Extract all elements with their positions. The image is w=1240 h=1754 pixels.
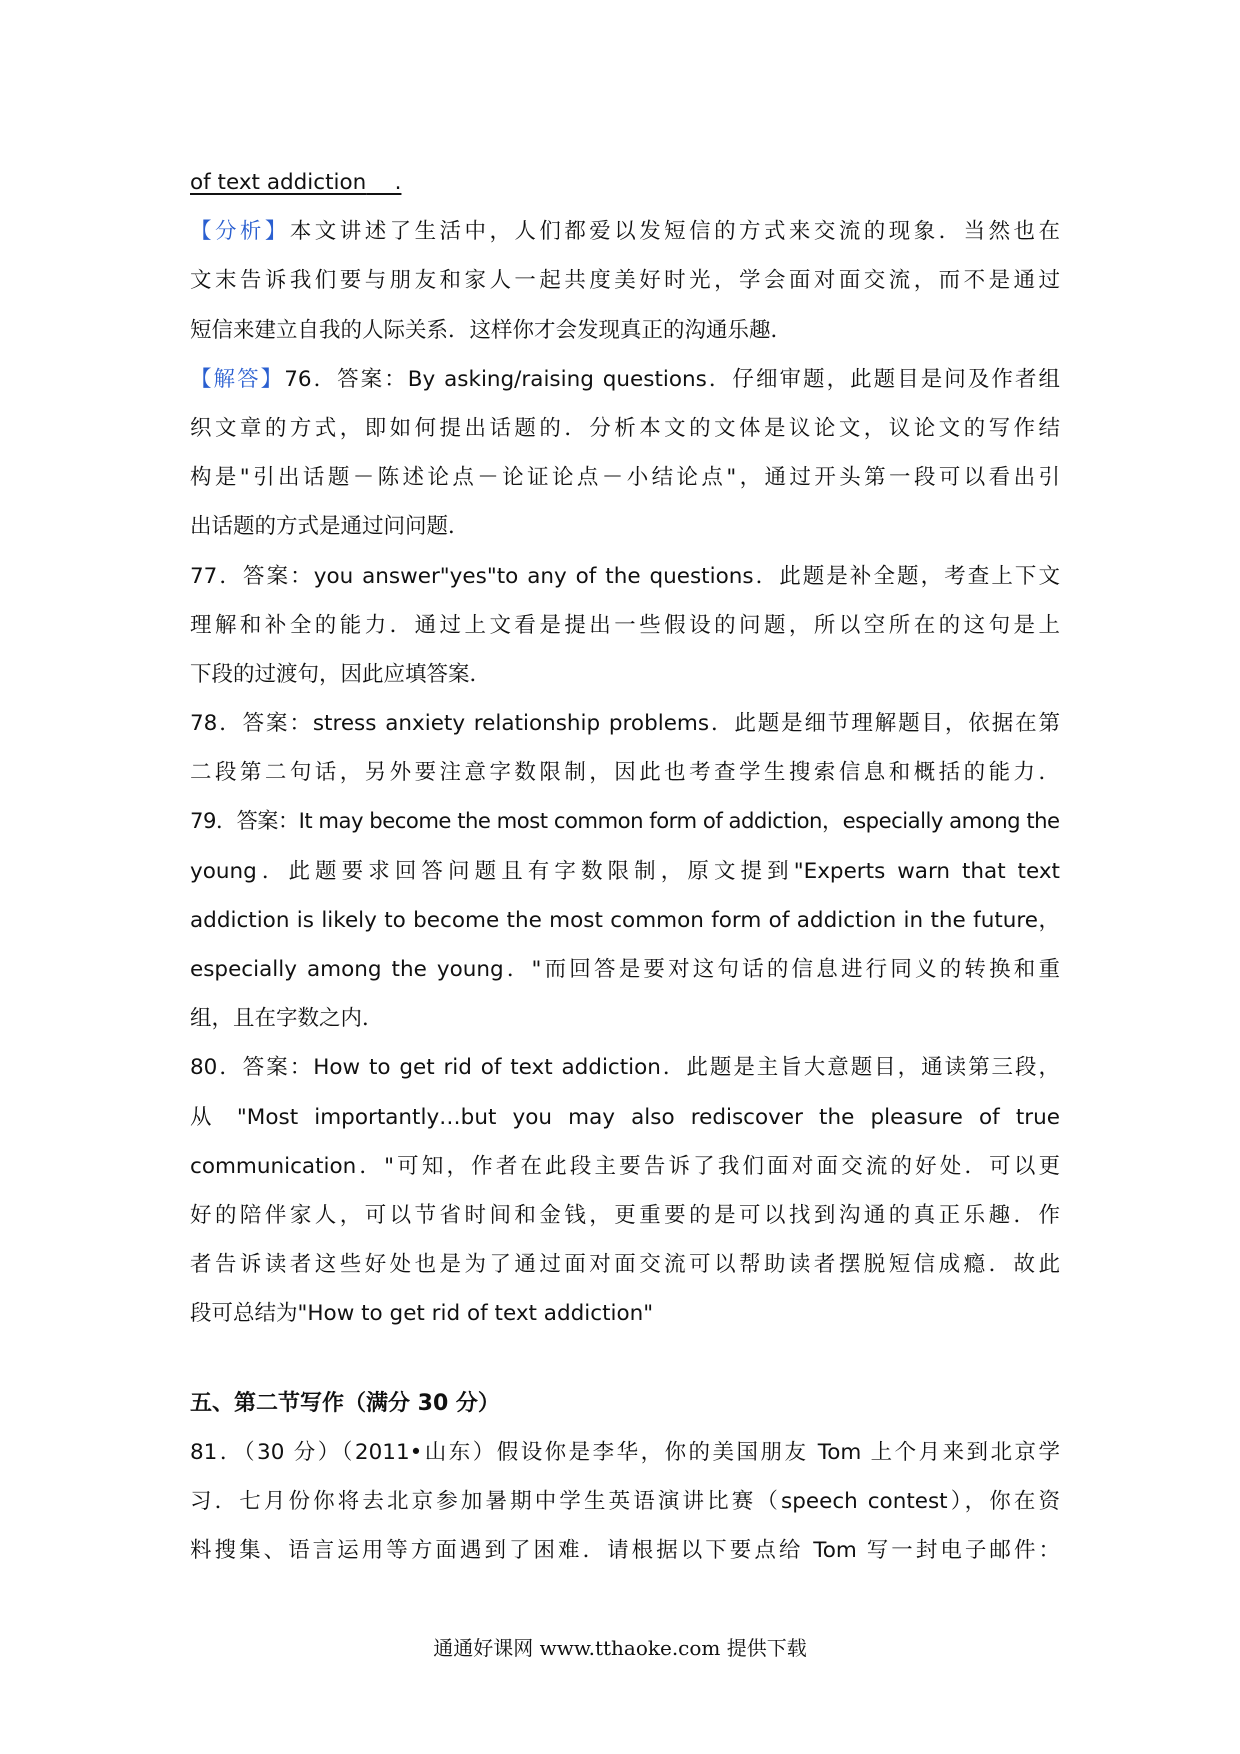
page-footer: 通通好课网 www.tthaoke.com 提供下载	[433, 1636, 807, 1660]
section-spacer	[190, 1339, 1060, 1379]
answer-80-line-1: 80．答案：How to get rid of text addiction．此题是主旨大意题目，通读第三段，	[190, 1055, 1060, 1081]
answer-79-line-1: 79．答案：It may become the most common form of addiction，especially among the	[190, 809, 1060, 835]
answer-79-line-4: especially among the young．"而回答是要对这句话的信息进行同义的转换和重	[190, 957, 1060, 982]
answer-79-line-3: addiction is likely to become the most common form of addiction in the future，	[190, 907, 1060, 933]
answer-78-line-2: 二段第二句话，另外要注意字数限制，因此也考查学生搜索信息和概括的能力．	[190, 760, 1060, 786]
answer-80-line-3: communication．"可知，作者在此段主要告诉了我们面对面交流的好处．可以更	[190, 1153, 1060, 1179]
analysis-line-1: 【分析】本文讲述了生活中，人们都爱以发短信的方式来交流的现象．当然也在	[190, 219, 1060, 245]
answer-76-line-3: 构是"引出话题－陈述论点－论证论点－小结论点"，通过开头第一段可以看出引	[190, 465, 1060, 491]
answer-80-line-2: 从 "Most importantly…but you may also rediscover the pleasure of true	[190, 1104, 1060, 1130]
section-heading: 五、第二节写作（满分 30 分）	[190, 1390, 500, 1416]
answer-tag: 【解答】	[190, 366, 285, 392]
analysis-tag: 【分析】	[190, 219, 290, 245]
answer-77-line-3: 下段的过渡句，因此应填答案．	[190, 661, 492, 687]
answer-blank: of text addiction	[190, 170, 367, 195]
answer-80-line-4: 好的陪伴家人，可以节省时间和金钱，更重要的是可以找到沟通的真正乐趣．作	[190, 1202, 1060, 1228]
question-81-line-3: 料搜集、语言运用等方面遇到了困难．请根据以下要点给 Tom 写一封电子邮件：	[190, 1538, 1060, 1564]
answer-line-75: of text addiction .	[190, 170, 402, 195]
analysis-line-2: 文末告诉我们要与朋友和家人一起共度美好时光，学会面对面交流，而不是通过	[190, 268, 1060, 294]
answer-76-line-4: 出话题的方式是通过问问题．	[190, 514, 470, 540]
answer-76-line-2: 织文章的方式，即如何提出话题的．分析本文的文体是议论文，议论文的写作结	[190, 415, 1060, 441]
answer-79-line-5: 组，且在字数之内．	[190, 1006, 384, 1032]
answer-77-line-1: 77．答案：you answer"yes"to any of the questions．此题是补全题，考查上下文	[190, 563, 1060, 589]
answer-76-line-1: 【解答】76．答案：By asking/raising questions．仔细审题，此题目是问及作者组	[190, 366, 1060, 392]
analysis-line-3: 短信来建立自我的人际关系．这样你才会发现真正的沟通乐趣．	[190, 317, 793, 343]
answer-80-line-5: 者告诉读者这些好处也是为了通过面对面交流可以帮助读者摆脱短信成瘾．故此	[190, 1252, 1060, 1278]
question-81-line-1: 81．（30 分）（2011•山东）假设你是李华，你的美国朋友 Tom 上个月来到北京学	[190, 1439, 1060, 1465]
answer-79-line-2: young．此题要求回答问题且有字数限制，原文提到"Experts warn that text	[190, 858, 1060, 884]
document-body	[190, 158, 1060, 1575]
question-81-line-2: 习．七月份你将去北京参加暑期中学生英语演讲比赛（speech contest），你在资	[190, 1488, 1060, 1514]
answer-78-line-1: 78．答案：stress anxiety relationship problems．此题是细节理解题目，依据在第	[190, 711, 1060, 737]
answer-77-line-2: 理解和补全的能力．通过上文看是提出一些假设的问题，所以空所在的这句是上	[190, 612, 1060, 638]
answer-80-line-6: 段可总结为"How to get rid of text addiction"	[190, 1301, 654, 1327]
